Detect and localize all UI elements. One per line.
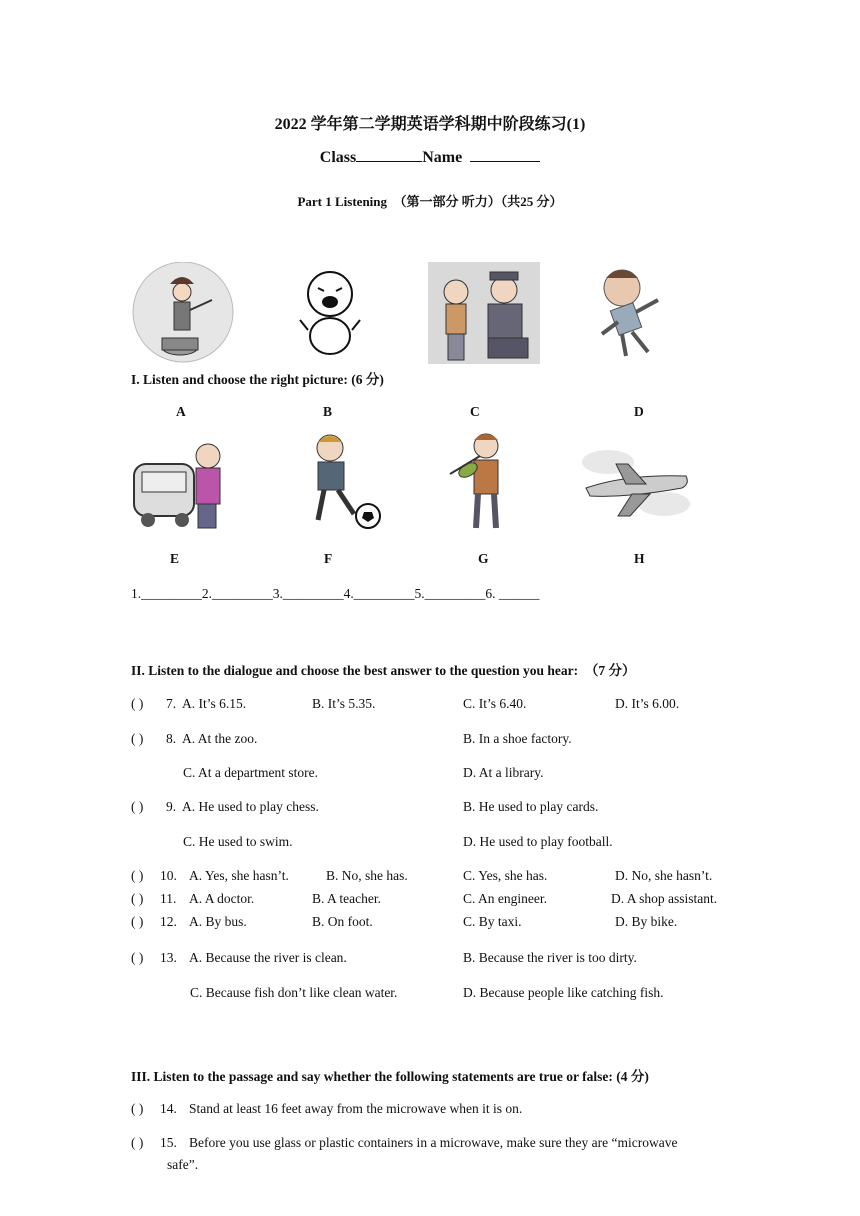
girl-and-policeman-icon	[428, 262, 540, 364]
q7-paren[interactable]: ( )	[131, 696, 144, 711]
airplane-icon	[578, 440, 694, 526]
q13-paren[interactable]: ( )	[131, 950, 144, 965]
class-blank[interactable]	[356, 145, 422, 162]
q8-option-b: B. In a shoe factory.	[463, 731, 572, 746]
q8-option-a: A. At the zoo.	[182, 731, 258, 746]
q13-num: 13.	[160, 950, 177, 965]
q12-num: 12.	[160, 914, 177, 929]
q14-paren[interactable]: ( )	[131, 1101, 144, 1116]
q13-option-d: D. Because people like catching fish.	[463, 985, 664, 1000]
q9-option-b: B. He used to play cards.	[463, 799, 599, 814]
q7-option-a: A. It’s 6.15.	[182, 696, 247, 711]
q7-option-b: B. It’s 5.35.	[312, 696, 376, 711]
boy-playing-violin-icon	[446, 430, 522, 532]
q12-option-a: A. By bus.	[189, 914, 247, 929]
q11-paren[interactable]: ( )	[131, 891, 144, 906]
q15-text-cont: safe”.	[167, 1157, 199, 1172]
q10-option-b: B. No, she has.	[326, 868, 408, 883]
q9-paren[interactable]: ( )	[131, 799, 144, 814]
q7-option-d: D. It’s 6.00.	[615, 696, 680, 711]
q10-option-a: A. Yes, she hasn’t.	[189, 868, 289, 883]
q15-text: Before you use glass or plastic containers in a microwave, make sure they are “microwave	[189, 1135, 678, 1150]
washing-car-icon	[128, 436, 228, 532]
q14-text: Stand at least 16 feet away from the microwave when it is on.	[189, 1101, 523, 1116]
q11-option-b: B. A teacher.	[312, 891, 381, 906]
section-1-heading: I. Listen and choose the right picture: (6 分)	[131, 372, 384, 387]
class-name-line	[0, 145, 860, 167]
q11-option-c: C. An engineer.	[463, 891, 547, 906]
q13-option-a: A. Because the river is clean.	[189, 950, 347, 965]
crying-baby-icon	[292, 262, 368, 364]
q13-option-b: B. Because the river is too dirty.	[463, 950, 637, 965]
letter-a: A	[176, 404, 186, 419]
part-1-title: Part 1 Listening （第一部分 听力）（共25 分）	[297, 194, 563, 209]
falling-boy-icon	[588, 262, 674, 364]
q8-num: 8.	[166, 731, 177, 746]
q13-option-c: C. Because fish don’t like clean water.	[190, 985, 398, 1000]
q10-paren[interactable]: ( )	[131, 868, 144, 883]
q12-option-c: C. By taxi.	[463, 914, 522, 929]
page-title: 2022 学年第二学期英语学科期中阶段练习(1)	[274, 116, 586, 133]
name-blank[interactable]	[470, 145, 540, 162]
q15-num: 15.	[160, 1135, 177, 1150]
letter-h: H	[634, 551, 645, 566]
section-3-heading: III. Listen to the passage and say whether the following statements are true or false: (4 分)	[131, 1069, 649, 1084]
q11-num: 11.	[160, 891, 177, 906]
q7-option-c: C. It’s 6.40.	[463, 696, 527, 711]
q8-option-d: D. At a library.	[463, 765, 544, 780]
q8-paren[interactable]: ( )	[131, 731, 144, 746]
name-label: Name	[422, 149, 463, 166]
q11-option-a: A. A doctor.	[189, 891, 255, 906]
letter-c: C	[470, 404, 480, 419]
q9-option-c: C. He used to swim.	[183, 834, 293, 849]
q12-option-d: D. By bike.	[615, 914, 678, 929]
letter-f: F	[324, 551, 333, 566]
q9-num: 9.	[166, 799, 177, 814]
section-1-answer-line[interactable]: 1._________2._________3._________4._________5._________6. ______	[131, 586, 540, 601]
q14-num: 14.	[160, 1101, 177, 1116]
q8-option-c: C. At a department store.	[183, 765, 318, 780]
letter-e: E	[170, 551, 180, 566]
q10-option-d: D. No, she hasn’t.	[615, 868, 713, 883]
q11-option-d: D. A shop assistant.	[611, 891, 718, 906]
boy-playing-football-icon	[300, 430, 384, 532]
q9-option-a: A. He used to play chess.	[182, 799, 319, 814]
letter-b: B	[323, 404, 333, 419]
cooking-woman-icon	[130, 262, 236, 364]
letter-g: G	[478, 551, 489, 566]
q12-paren[interactable]: ( )	[131, 914, 144, 929]
q10-option-c: C. Yes, she has.	[463, 868, 548, 883]
class-label: Class	[319, 149, 357, 166]
section-2-heading: II. Listen to the dialogue and choose the best answer to the question you hear: （7 分）	[131, 663, 636, 678]
q15-paren[interactable]: ( )	[131, 1135, 144, 1150]
q9-option-d: D. He used to play football.	[463, 834, 613, 849]
q7-num: 7.	[166, 696, 177, 711]
letter-d: D	[634, 404, 644, 419]
q10-num: 10.	[160, 868, 177, 883]
q12-option-b: B. On foot.	[312, 914, 373, 929]
